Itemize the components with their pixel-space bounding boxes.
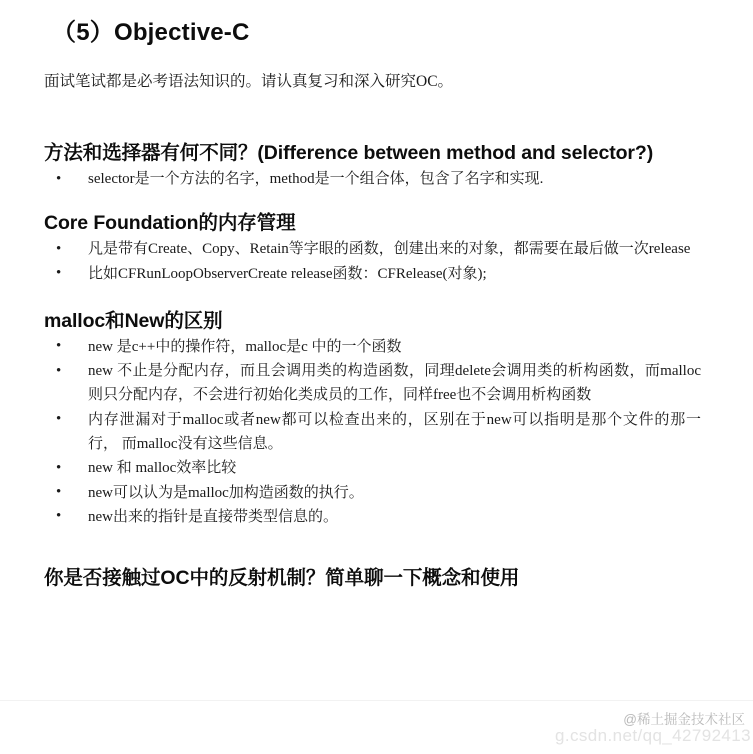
- list-item: • new 和 malloc效率比较: [0, 456, 753, 480]
- section-heading-method-selector: 方法和选择器有何不同？(Difference between method and selector?): [44, 142, 654, 165]
- list-item: • new 不止是分配内存，而且会调用类的构造函数，同理delete会调用类的析构函数，而malloc则只分配内存，不会进行初始化类成员的工作，同样free也不会调用析构函数: [0, 359, 753, 408]
- section-heading-reflection: 你是否接触过OC中的反射机制？简单聊一下概念和使用: [44, 567, 520, 590]
- list-item: • 内存泄漏对于malloc或者new都可以检查出来的，区别在于new可以指明是那个文件的那一行， 而malloc没有这些信息。: [0, 408, 753, 457]
- bullet-list-malloc-new: [0, 335, 753, 529]
- list-item: • 比如CFRunLoopObserverCreate release函数：CFRelease(对象);: [0, 262, 753, 286]
- list-item: • new 是c++中的操作符，malloc是c 中的一个函数: [0, 335, 753, 359]
- list-item: • new可以认为是malloc加构造函数的执行。: [0, 481, 753, 505]
- watermark-url: g.csdn.net/qq_42792413: [555, 726, 751, 745]
- bullet-list-core-foundation: [0, 237, 753, 286]
- list-item: • selector是一个方法的名字，method是一个组合体，包含了名字和实现.: [0, 167, 753, 191]
- list-item: • new出来的指针是直接带类型信息的。: [0, 505, 753, 529]
- bullet-list-method-selector: [0, 167, 753, 191]
- section-heading-core-foundation: Core Foundation的内存管理: [44, 212, 296, 235]
- list-item: • 凡是带有Create、Copy、Retain等字眼的函数，创建出来的对象，都需要在最后做一次release: [0, 237, 753, 261]
- section-heading-malloc-new: malloc和New的区别: [44, 309, 223, 332]
- watermark-label: @稀土掘金技术社区: [623, 712, 745, 727]
- watermark-divider: [0, 700, 753, 701]
- page-title: （5）Objective-C: [52, 19, 250, 46]
- intro-paragraph: 面试笔试都是必考语法知识的。请认真复习和深入研究OC。: [44, 73, 454, 90]
